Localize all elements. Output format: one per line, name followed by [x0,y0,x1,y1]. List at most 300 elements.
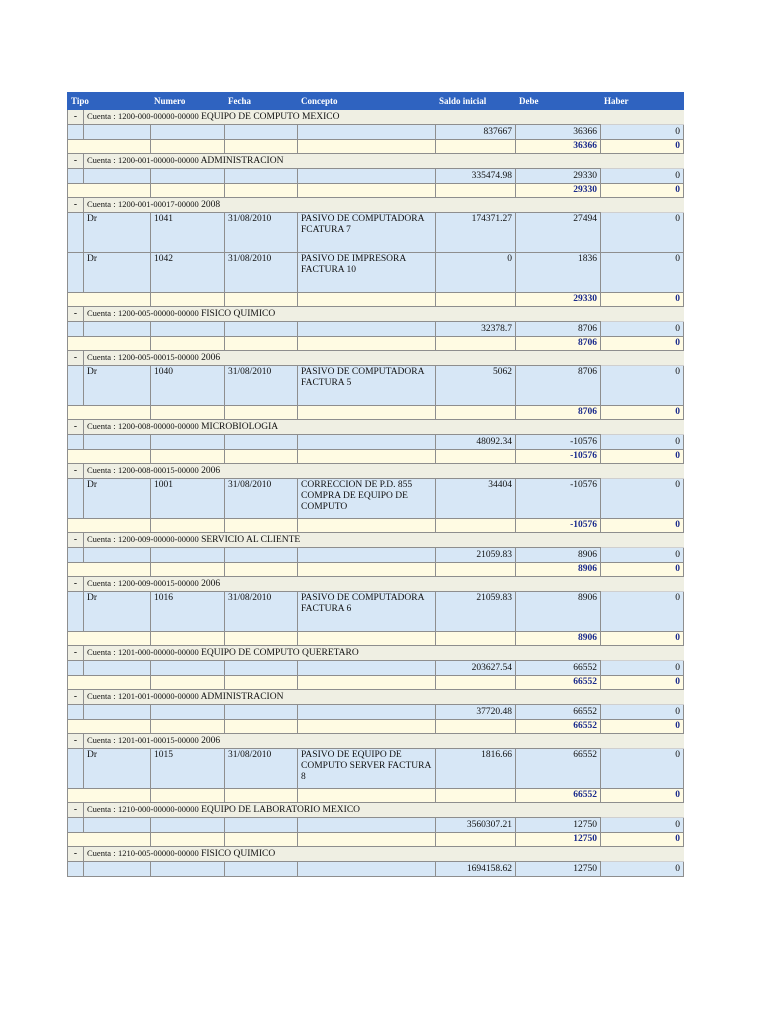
debe-total: 29330 [516,184,601,198]
account-name: ADMINISTRACION [200,156,284,166]
row-spacer [601,646,684,661]
empty-cell [225,322,298,337]
empty-cell [298,676,436,690]
empty-cell [436,293,516,307]
collapse-toggle[interactable]: - [68,351,84,366]
cuenta-label: Cuenta : [87,308,116,318]
collapse-toggle[interactable]: - [68,198,84,213]
ledger-table [67,92,684,877]
fecha-value: 31/08/2010 [225,479,298,519]
account-group-row [68,533,684,548]
haber-value: 0 [601,253,684,293]
haber-total: 0 [601,406,684,420]
empty-cell [225,632,298,646]
empty-cell [225,676,298,690]
account-code: 1200-001-00000-00000 [117,155,199,165]
empty-cell [151,548,225,563]
balance-row [68,818,684,833]
debe-value: 8906 [516,592,601,632]
empty-cell [68,862,84,877]
concepto-value: PASIVO DE COMPUTADORA FCATURA 7 [298,213,436,253]
debe-value: 29330 [516,169,601,184]
concepto-value: CORRECCION DE P.D. 855 COMPRA DE EQUIPO DE COMPUTO [298,479,436,519]
empty-cell [68,253,84,293]
saldo-inicial-value: 21059.83 [436,592,516,632]
numero-value: 1016 [151,592,225,632]
saldo-inicial-value: 1816.66 [436,749,516,789]
debe-total: 66552 [516,789,601,803]
debe-total: 12750 [516,833,601,847]
account-name: SERVICIO AL CLIENTE [201,535,301,545]
account-code: 1200-008-00015-00000 [117,465,199,475]
subtotal-row [68,563,684,577]
empty-cell [68,337,151,351]
haber-value: 0 [601,749,684,789]
row-spacer [601,307,684,322]
account-code: 1210-000-00000-00000 [117,804,199,814]
empty-cell [151,337,225,351]
fecha-value: 31/08/2010 [225,213,298,253]
haber-value: 0 [601,705,684,720]
saldo-inicial-value: 174371.27 [436,213,516,253]
col-header-haber[interactable]: Haber [601,93,684,110]
numero-value: 1015 [151,749,225,789]
row-spacer [601,154,684,169]
empty-cell [298,833,436,847]
empty-cell [68,125,84,140]
transaction-row[interactable] [68,479,684,519]
account-name: FISICO QUIMICO [201,309,276,319]
empty-cell [84,548,151,563]
empty-cell [68,705,84,720]
empty-cell [84,818,151,833]
empty-cell [436,720,516,734]
empty-cell [225,125,298,140]
empty-cell [68,749,84,789]
subtotal-row [68,632,684,646]
row-spacer [601,351,684,366]
empty-cell [68,406,151,420]
empty-cell [436,519,516,533]
empty-cell [225,833,298,847]
empty-cell [298,720,436,734]
col-header-debe[interactable]: Debe [516,93,601,110]
numero-value: 1041 [151,213,225,253]
account-title [84,803,601,818]
haber-total: 0 [601,519,684,533]
account-code: 1200-001-00017-00000 [117,199,199,209]
col-header-saldo-inicial[interactable]: Saldo inicial [436,93,516,110]
empty-cell [151,632,225,646]
col-header-tipo[interactable]: Tipo [68,93,151,110]
saldo-inicial-value: 3560307.21 [436,818,516,833]
account-name: EQUIPO DE LABORATORIO MEXICO [201,805,361,815]
cuenta-label: Cuenta : [87,352,116,362]
account-group-row [68,464,684,479]
account-title [84,110,601,125]
haber-total: 0 [601,337,684,351]
cuenta-label: Cuenta : [87,534,116,544]
fecha-value: 31/08/2010 [225,592,298,632]
account-title [84,577,601,592]
account-group-row [68,577,684,592]
empty-cell [298,705,436,720]
account-group-row [68,154,684,169]
haber-total: 0 [601,563,684,577]
account-name: MICROBIOLOGIA [201,422,279,432]
empty-cell [68,676,151,690]
account-group-row [68,420,684,435]
empty-cell [151,720,225,734]
account-code: 1200-008-00000-00000 [117,421,199,431]
haber-value: 0 [601,169,684,184]
empty-cell [436,184,516,198]
empty-cell [436,789,516,803]
haber-total: 0 [601,632,684,646]
cuenta-label: Cuenta : [87,155,116,165]
haber-total: 0 [601,676,684,690]
cuenta-label: Cuenta : [87,691,116,701]
account-group-row [68,307,684,322]
empty-cell [298,293,436,307]
subtotal-row [68,184,684,198]
account-title [84,734,601,749]
empty-cell [68,479,84,519]
row-spacer [601,464,684,479]
debe-value: 12750 [516,862,601,877]
empty-cell [151,140,225,154]
empty-cell [68,184,151,198]
empty-cell [298,450,436,464]
fecha-value: 31/08/2010 [225,366,298,406]
balance-row [68,169,684,184]
empty-cell [436,140,516,154]
debe-total: -10576 [516,450,601,464]
debe-total: 8906 [516,563,601,577]
debe-total: 66552 [516,720,601,734]
empty-cell [151,519,225,533]
account-title [84,198,601,213]
row-spacer [601,847,684,862]
empty-cell [84,125,151,140]
account-title [84,690,601,705]
account-group-row [68,646,684,661]
header-row [68,93,684,110]
subtotal-row [68,676,684,690]
account-name: 2006 [201,466,221,476]
haber-value: 0 [601,661,684,676]
empty-cell [151,125,225,140]
empty-cell [68,563,151,577]
account-group-row [68,110,684,125]
collapse-toggle[interactable]: - [68,154,84,169]
empty-cell [436,406,516,420]
empty-cell [68,366,84,406]
account-name: FISICO QUIMICO [201,849,276,859]
empty-cell [298,322,436,337]
account-name: EQUIPO DE COMPUTO QUERETARO [201,648,359,658]
haber-value: 0 [601,213,684,253]
cuenta-label: Cuenta : [87,199,116,209]
col-header-fecha[interactable]: Fecha [225,93,298,110]
haber-total: 0 [601,184,684,198]
empty-cell [298,789,436,803]
fecha-value: 31/08/2010 [225,253,298,293]
empty-cell [84,705,151,720]
account-group-row [68,198,684,213]
account-title [84,646,601,661]
empty-cell [436,450,516,464]
collapse-toggle[interactable]: - [68,646,84,661]
transaction-row[interactable] [68,749,684,789]
empty-cell [298,406,436,420]
concepto-value: PASIVO DE COMPUTADORA FACTURA 5 [298,366,436,406]
row-spacer [601,577,684,592]
empty-cell [151,705,225,720]
tipo-value: Dr [84,366,151,406]
account-code: 1200-000-00000-00000 [117,111,199,121]
subtotal-row [68,406,684,420]
empty-cell [68,632,151,646]
balance-row [68,548,684,563]
empty-cell [68,140,151,154]
haber-value: 0 [601,366,684,406]
empty-cell [225,720,298,734]
empty-cell [298,125,436,140]
collapse-toggle[interactable]: - [68,803,84,818]
empty-cell [151,833,225,847]
empty-cell [436,337,516,351]
subtotal-row [68,519,684,533]
empty-cell [225,293,298,307]
haber-value: 0 [601,818,684,833]
saldo-inicial-value: 837667 [436,125,516,140]
debe-total: 29330 [516,293,601,307]
account-group-row [68,734,684,749]
collapse-toggle[interactable]: - [68,110,84,125]
row-spacer [601,420,684,435]
col-header-concepto[interactable]: Concepto [298,93,436,110]
haber-total: 0 [601,789,684,803]
account-group-row [68,803,684,818]
cuenta-label: Cuenta : [87,421,116,431]
account-code: 1200-009-00000-00000 [117,534,199,544]
empty-cell [225,406,298,420]
empty-cell [225,548,298,563]
empty-cell [151,862,225,877]
debe-value: 66552 [516,749,601,789]
subtotal-row [68,720,684,734]
empty-cell [68,169,84,184]
subtotal-row [68,833,684,847]
subtotal-row [68,450,684,464]
cuenta-label: Cuenta : [87,735,116,745]
account-name: 2008 [201,200,221,210]
debe-value: 66552 [516,661,601,676]
account-code: 1201-001-00000-00000 [117,691,199,701]
haber-value: 0 [601,548,684,563]
empty-cell [225,705,298,720]
account-name: 2006 [201,736,221,746]
balance-row [68,125,684,140]
balance-row [68,661,684,676]
row-spacer [601,690,684,705]
debe-total: 36366 [516,140,601,154]
empty-cell [225,862,298,877]
debe-value: -10576 [516,479,601,519]
empty-cell [68,592,84,632]
empty-cell [298,519,436,533]
collapse-toggle[interactable]: - [68,533,84,548]
debe-value: 66552 [516,705,601,720]
transaction-row[interactable] [68,253,684,293]
empty-cell [151,661,225,676]
collapse-toggle[interactable]: - [68,420,84,435]
haber-total: 0 [601,833,684,847]
empty-cell [151,184,225,198]
tipo-value: Dr [84,749,151,789]
saldo-inicial-value: 1694158.62 [436,862,516,877]
empty-cell [151,563,225,577]
tipo-value: Dr [84,253,151,293]
empty-cell [298,140,436,154]
numero-value: 1040 [151,366,225,406]
empty-cell [225,337,298,351]
empty-cell [84,661,151,676]
empty-cell [151,789,225,803]
empty-cell [84,862,151,877]
collapse-toggle[interactable]: - [68,690,84,705]
saldo-inicial-value: 48092.34 [436,435,516,450]
empty-cell [436,632,516,646]
cuenta-label: Cuenta : [87,578,116,588]
empty-cell [68,450,151,464]
haber-value: 0 [601,862,684,877]
empty-cell [68,833,151,847]
balance-row [68,435,684,450]
subtotal-row [68,337,684,351]
debe-value: 36366 [516,125,601,140]
account-code: 1200-009-00015-00000 [117,578,199,588]
account-name: ADMINISTRACION [200,692,284,702]
cuenta-label: Cuenta : [87,804,116,814]
concepto-value: PASIVO DE EQUIPO DE COMPUTO SERVER FACTURA 8 [298,749,436,789]
cuenta-label: Cuenta : [87,465,116,475]
saldo-inicial-value: 21059.83 [436,548,516,563]
collapse-toggle[interactable]: - [68,734,84,749]
empty-cell [151,322,225,337]
empty-cell [298,337,436,351]
account-name: 2006 [201,579,221,589]
account-title [84,307,601,322]
account-title [84,464,601,479]
empty-cell [298,862,436,877]
numero-value: 1001 [151,479,225,519]
debe-value: 8906 [516,548,601,563]
empty-cell [68,720,151,734]
empty-cell [298,548,436,563]
account-name: 2006 [201,353,221,363]
empty-cell [68,519,151,533]
saldo-inicial-value: 37720.48 [436,705,516,720]
transaction-row[interactable] [68,592,684,632]
empty-cell [84,169,151,184]
empty-cell [436,563,516,577]
row-spacer [601,803,684,818]
debe-value: 27494 [516,213,601,253]
transaction-row[interactable] [68,366,684,406]
empty-cell [298,184,436,198]
debe-value: 1836 [516,253,601,293]
debe-total: 8906 [516,632,601,646]
balance-row [68,862,684,877]
empty-cell [436,833,516,847]
empty-cell [151,818,225,833]
debe-total: 8706 [516,337,601,351]
empty-cell [298,169,436,184]
empty-cell [68,293,151,307]
empty-cell [84,322,151,337]
col-header-numero[interactable]: Numero [151,93,225,110]
collapse-toggle[interactable]: - [68,464,84,479]
empty-cell [151,406,225,420]
row-spacer [601,110,684,125]
debe-total: -10576 [516,519,601,533]
empty-cell [151,676,225,690]
empty-cell [151,169,225,184]
haber-value: 0 [601,592,684,632]
ledger-body [68,110,684,877]
account-title [84,420,601,435]
saldo-inicial-value: 32378.7 [436,322,516,337]
empty-cell [298,632,436,646]
account-title [84,351,601,366]
cuenta-label: Cuenta : [87,647,116,657]
saldo-inicial-value: 0 [436,253,516,293]
account-code: 1200-005-00000-00000 [117,308,199,318]
haber-total: 0 [601,720,684,734]
account-code: 1201-001-00015-00000 [117,735,199,745]
empty-cell [68,435,84,450]
subtotal-row [68,140,684,154]
collapse-toggle[interactable]: - [68,307,84,322]
balance-row [68,322,684,337]
balance-row [68,705,684,720]
empty-cell [151,450,225,464]
debe-total: 66552 [516,676,601,690]
account-title [84,154,601,169]
account-group-row [68,847,684,862]
empty-cell [225,169,298,184]
row-spacer [601,533,684,548]
collapse-toggle[interactable]: - [68,847,84,862]
haber-value: 0 [601,322,684,337]
empty-cell [225,519,298,533]
haber-total: 0 [601,450,684,464]
tipo-value: Dr [84,213,151,253]
haber-total: 0 [601,293,684,307]
transaction-row[interactable] [68,213,684,253]
saldo-inicial-value: 34404 [436,479,516,519]
tipo-value: Dr [84,479,151,519]
empty-cell [225,184,298,198]
account-title [84,847,601,862]
saldo-inicial-value: 203627.54 [436,661,516,676]
account-code: 1201-000-00000-00000 [117,647,199,657]
empty-cell [298,435,436,450]
empty-cell [225,435,298,450]
collapse-toggle[interactable]: - [68,577,84,592]
